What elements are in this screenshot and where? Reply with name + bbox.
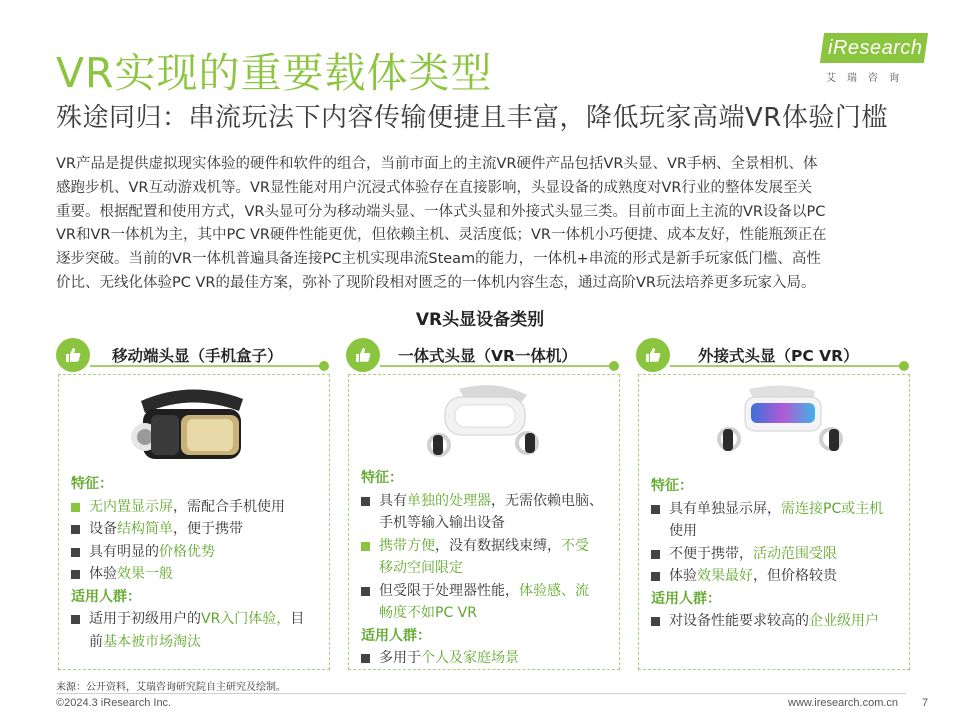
highlight-text: 活动范围受限 — [753, 545, 837, 562]
feature-item — [361, 535, 611, 558]
source-note: 来源：公开资料，艾瑞咨询研究院自主研究及绘制。 — [56, 682, 286, 693]
thumbs-up-icon — [56, 338, 90, 372]
bullet — [71, 548, 80, 557]
category-header-mobile — [56, 338, 329, 372]
features-label: 特征： — [651, 478, 693, 494]
section-title: VR头显设备类别 — [415, 310, 545, 330]
highlight-text: 不受 — [561, 537, 589, 554]
category-label: 外接式头显（PC VR） — [698, 347, 859, 365]
bullet — [651, 505, 660, 514]
feature-item-cont — [651, 520, 901, 543]
feature-text: 具有明显的 — [89, 543, 159, 560]
mobile-headset-image — [121, 381, 261, 471]
bullet — [71, 525, 80, 534]
features-label: 特征： — [71, 476, 113, 492]
divider-dot — [319, 361, 329, 371]
highlight-text: 基本被市场淘汰 — [103, 633, 201, 650]
highlight-text: 价格优势 — [159, 543, 215, 560]
pcvr-features — [651, 475, 901, 633]
feature-text: ，但价格较贵 — [753, 568, 837, 584]
feature-text: ，需配合手机使用 — [173, 498, 285, 515]
feature-text: 体验 — [669, 568, 697, 584]
card-pcvr-headset — [638, 374, 910, 670]
category-label: 一体式头显（VR一体机） — [398, 347, 577, 365]
bullet — [361, 587, 370, 596]
standalone-features — [361, 467, 611, 670]
feature-text: ，便于携带 — [173, 521, 243, 537]
feature-item — [361, 490, 611, 513]
feature-text: 适用于初级用户的 — [89, 611, 201, 627]
pcvr-headset-image — [703, 381, 853, 463]
feature-item — [71, 496, 321, 519]
footer-divider — [56, 693, 906, 694]
feature-text: 但受限于处理器性能， — [379, 582, 519, 599]
logo-subtext: 艾瑞咨询 — [826, 73, 910, 84]
feature-item — [71, 563, 321, 586]
feature-text: 手机等输入输出设备 — [379, 515, 505, 531]
highlight-text: 携带方便 — [379, 537, 435, 554]
feature-item — [651, 498, 901, 521]
thumbs-up-icon — [346, 338, 380, 372]
copyright: ©2024.3 iResearch Inc. — [56, 697, 172, 709]
paragraph-line: VR产品是提供虚拟现实体验的硬件和软件的组合，当前市面上的主流VR硬件产品包括VR头显、VR手柄、全景相机、体 — [56, 156, 818, 172]
feature-item — [71, 541, 321, 564]
feature-item — [651, 543, 901, 566]
bullet — [651, 617, 660, 626]
bullet — [361, 542, 370, 551]
bullet — [71, 503, 80, 512]
paragraph-line: 重要。根据配置和使用方式，VR头显可分为移动端头显、一体式头显和外接式头显三类。目前市面上主流的VR设备以PC — [56, 203, 826, 220]
logo-text: iResearch — [828, 37, 923, 59]
feature-text: 体验 — [89, 566, 117, 582]
highlight-text: 个人及家庭场景 — [421, 650, 519, 666]
features-label: 特征： — [361, 470, 403, 486]
divider — [90, 365, 323, 367]
paragraph-line: 逐步突破。当前的VR一体机普遍具备连接PC主机实现串流Steam的能力，一体机+串流的形式是新手玩家低门槛、高性 — [56, 251, 821, 268]
bullet — [651, 572, 660, 581]
feature-text: 具有 — [379, 492, 407, 509]
page-number: 7 — [922, 697, 929, 709]
highlight-text: 需连接PC或主机 — [781, 500, 884, 517]
feature-text: 对设备性能要求较高的 — [669, 613, 809, 629]
users-label: 适用人群： — [651, 590, 721, 607]
feature-item — [651, 565, 901, 588]
mobile-features — [71, 473, 321, 653]
feature-item-cont — [361, 512, 611, 535]
intro-paragraph — [56, 153, 906, 296]
highlight-text: 移动空间限定 — [379, 560, 463, 576]
divider-dot — [899, 361, 909, 371]
bullet — [71, 615, 80, 624]
page-title: VR实现的重要载体类型 — [56, 49, 493, 97]
feature-text: 目 — [290, 611, 305, 627]
users-label: 适用人群： — [71, 588, 141, 605]
highlight-text: 效果一般 — [117, 566, 173, 582]
highlight-text: 企业级用户 — [809, 613, 879, 629]
divider — [380, 365, 613, 367]
bullet — [71, 570, 80, 579]
bullet — [361, 654, 370, 663]
category-label: 移动端头显（手机盒子） — [112, 347, 283, 365]
bullet — [361, 497, 370, 506]
feature-text: ，无需依赖电脑、 — [491, 492, 603, 509]
feature-item-cont — [361, 602, 611, 625]
category-header-pcvr — [636, 338, 909, 372]
highlight-text: 效果最好 — [697, 568, 753, 584]
card-mobile-headset — [58, 374, 330, 670]
website-url: www.iresearch.com.cn — [788, 697, 899, 709]
feature-item — [361, 580, 611, 603]
iresearch-logo — [822, 33, 930, 85]
users-label: 适用人群： — [361, 627, 431, 644]
highlight-text: 无内置显示屏 — [89, 498, 173, 515]
highlight-text: 畅度不如PC VR — [379, 605, 477, 621]
feature-text: 多用于 — [379, 650, 421, 666]
users-item — [71, 608, 321, 631]
bullet — [651, 550, 660, 559]
feature-item — [71, 518, 321, 541]
feature-item-cont — [361, 557, 611, 580]
users-item — [361, 647, 611, 670]
paragraph-line: VR和VR一体机为主，其中PC VR硬件性能更优，但依赖主机、灵活度低；VR一体机小巧便捷、成本友好，性能瓶颈正在 — [56, 227, 827, 244]
feature-text: 不便于携带， — [669, 545, 753, 562]
thumbs-up-icon — [636, 338, 670, 372]
feature-text: ，没有数据线束缚， — [435, 537, 561, 554]
highlight-text: 单独的处理器 — [407, 492, 491, 509]
card-standalone-headset — [348, 374, 620, 670]
category-header-standalone — [346, 338, 619, 372]
highlight-text: 体验感、流 — [519, 582, 589, 599]
feature-text: 设备 — [89, 521, 117, 537]
feature-text: 前 — [89, 633, 103, 650]
feature-text: 使用 — [669, 523, 697, 539]
divider — [670, 365, 903, 367]
paragraph-line: 价比、无线化体验PC VR的最佳方案，弥补了现阶段相对匮乏的一体机内容生态，通过高阶VR玩法培养更多玩家入局。 — [56, 274, 816, 291]
highlight-text: VR入门体验， — [201, 611, 291, 627]
standalone-headset-image — [415, 379, 555, 461]
users-item-cont — [71, 631, 321, 654]
paragraph-line: 感跑步机、VR互动游戏机等。VR显性能对用户沉浸式体验存在直接影响，头显设备的成熟度对VR行业的整体发展至关 — [56, 179, 812, 196]
page-subtitle: 殊途同归：串流玩法下内容传输便捷且丰富，降低玩家高端VR体验门槛 — [56, 103, 888, 133]
highlight-text: 结构简单 — [117, 521, 173, 537]
divider-dot — [609, 361, 619, 371]
feature-text: 具有单独显示屏， — [669, 500, 781, 517]
users-item — [651, 610, 901, 633]
